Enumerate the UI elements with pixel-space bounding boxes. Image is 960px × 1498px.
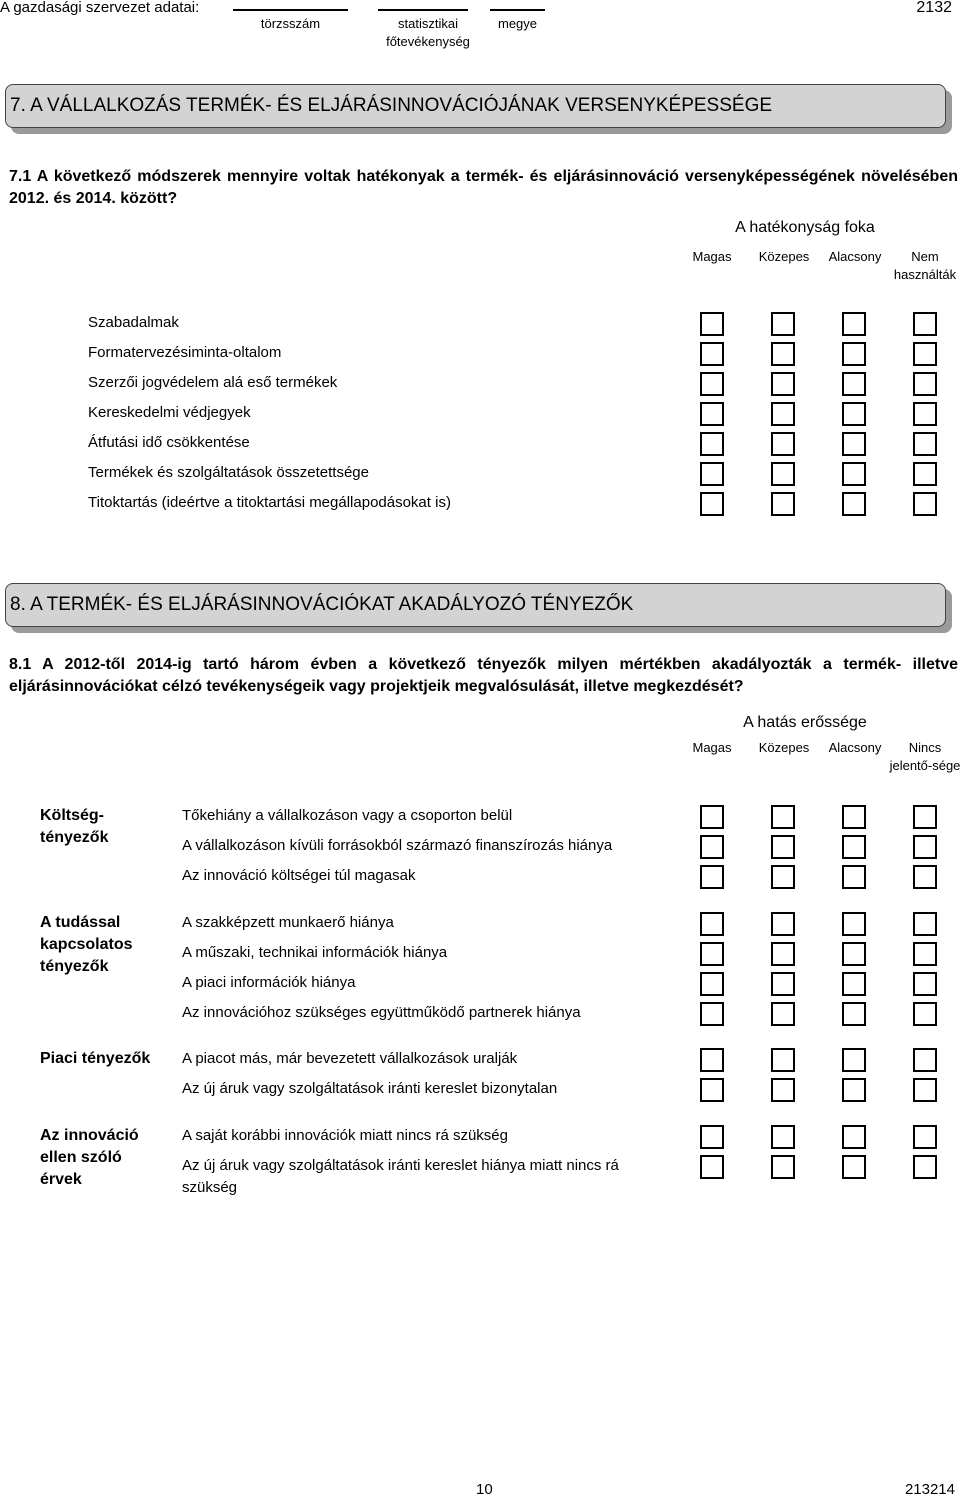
s8-row-0-2-checkbox-2[interactable] bbox=[842, 865, 866, 889]
s8-row-1-1-checkbox-3[interactable] bbox=[913, 942, 937, 966]
s7-row-2-checkbox-3[interactable] bbox=[913, 372, 937, 396]
page-number: 10 bbox=[476, 1481, 493, 1498]
s8-row-2-1-checkbox-2[interactable] bbox=[842, 1078, 866, 1102]
s8-row-2-1-checkbox-1[interactable] bbox=[771, 1078, 795, 1102]
s7-col-3: Nem használták bbox=[893, 249, 957, 282]
s8-row-0-0-checkbox-3[interactable] bbox=[913, 805, 937, 829]
s8-row-1-1-checkbox-1[interactable] bbox=[771, 942, 795, 966]
s8-col-3: Nincs jelentő-sége bbox=[889, 740, 960, 773]
s8-row-0-0-checkbox-2[interactable] bbox=[842, 805, 866, 829]
section-8-header bbox=[5, 583, 946, 627]
s7-row-3-checkbox-1[interactable] bbox=[771, 402, 795, 426]
s8-row-3-1-checkbox-1[interactable] bbox=[771, 1155, 795, 1179]
s7-row-0-checkbox-0[interactable] bbox=[700, 312, 724, 336]
footer-code: 213214 bbox=[904, 1481, 955, 1498]
s8-category-3: Az innováció ellen szóló érvek bbox=[40, 1127, 139, 1188]
s8-row-3-0-checkbox-1[interactable] bbox=[771, 1125, 795, 1149]
header-label: A gazdasági szervezet adatai: bbox=[0, 0, 200, 16]
s8-col-0: Magas bbox=[692, 740, 732, 755]
s7-row-4-checkbox-2[interactable] bbox=[842, 432, 866, 456]
question-7-1: 7.1 A következő módszerek mennyire voltak hatékonyak a termék- és eljárásinnováció versenyképességének növelésében 2012. és 2014. között? bbox=[9, 168, 958, 207]
s7-row-label-6: Titoktartás (ideértve a titoktartási megállapodásokat is) bbox=[88, 494, 451, 511]
s7-row-6-checkbox-2[interactable] bbox=[842, 492, 866, 516]
s8-row-1-0-checkbox-2[interactable] bbox=[842, 912, 866, 936]
s7-row-1-checkbox-3[interactable] bbox=[913, 342, 937, 366]
s7-row-6-checkbox-3[interactable] bbox=[913, 492, 937, 516]
s7-row-0-checkbox-1[interactable] bbox=[771, 312, 795, 336]
s7-row-1-checkbox-0[interactable] bbox=[700, 342, 724, 366]
s7-row-2-checkbox-1[interactable] bbox=[771, 372, 795, 396]
s8-row-1-1-checkbox-0[interactable] bbox=[700, 942, 724, 966]
s8-row-1-3-checkbox-3[interactable] bbox=[913, 1002, 937, 1026]
s8-row-0-2-checkbox-3[interactable] bbox=[913, 865, 937, 889]
s8-row-1-2-checkbox-2[interactable] bbox=[842, 972, 866, 996]
s7-row-3-checkbox-0[interactable] bbox=[700, 402, 724, 426]
fotevekenyseg-line bbox=[378, 9, 468, 11]
s8-row-1-3-checkbox-0[interactable] bbox=[700, 1002, 724, 1026]
s8-row-2-0-checkbox-0[interactable] bbox=[700, 1048, 724, 1072]
s8-row-label-2-0: A piacot más, már bevezetett vállalkozások uralják bbox=[182, 1050, 518, 1067]
s7-row-label-3: Kereskedelmi védjegyek bbox=[88, 404, 251, 421]
s7-row-3-checkbox-3[interactable] bbox=[913, 402, 937, 426]
s8-row-2-0-checkbox-1[interactable] bbox=[771, 1048, 795, 1072]
s7-row-5-checkbox-3[interactable] bbox=[913, 462, 937, 486]
s7-row-6-checkbox-1[interactable] bbox=[771, 492, 795, 516]
s8-row-2-1-checkbox-3[interactable] bbox=[913, 1078, 937, 1102]
s7-row-label-4: Átfutási idő csökkentése bbox=[88, 434, 250, 451]
s8-row-label-3-1: Az új áruk vagy szolgáltatások iránti kereslet hiánya miatt nincs rá szükség bbox=[182, 1157, 619, 1196]
group-title-8: A hatás erőssége bbox=[743, 714, 867, 731]
s7-row-0-checkbox-2[interactable] bbox=[842, 312, 866, 336]
fotevekenyseg-field: statisztikai főtevékenység bbox=[386, 16, 470, 49]
s7-col-2: Alacsony bbox=[828, 249, 882, 264]
s8-row-label-1-2: A piaci információk hiánya bbox=[182, 974, 356, 991]
s8-row-2-0-checkbox-3[interactable] bbox=[913, 1048, 937, 1072]
s8-row-3-1-checkbox-0[interactable] bbox=[700, 1155, 724, 1179]
s8-row-0-1-checkbox-2[interactable] bbox=[842, 835, 866, 859]
s8-row-label-3-0: A saját korábbi innovációk miatt nincs rá szükség bbox=[182, 1127, 508, 1144]
group-title-7: A hatékonyság foka bbox=[735, 219, 875, 236]
s8-row-1-2-checkbox-3[interactable] bbox=[913, 972, 937, 996]
s8-category-1: A tudással kapcsolatos tényezők bbox=[40, 914, 133, 975]
s8-row-0-1-checkbox-0[interactable] bbox=[700, 835, 724, 859]
s8-row-2-1-checkbox-0[interactable] bbox=[700, 1078, 724, 1102]
s8-col-2: Alacsony bbox=[828, 740, 882, 755]
s8-row-0-2-checkbox-1[interactable] bbox=[771, 865, 795, 889]
s7-col-0: Magas bbox=[692, 249, 732, 264]
s8-row-1-0-checkbox-0[interactable] bbox=[700, 912, 724, 936]
s7-row-label-5: Termékek és szolgáltatások összetettsége bbox=[88, 464, 369, 481]
s7-row-0-checkbox-3[interactable] bbox=[913, 312, 937, 336]
s8-row-3-1-checkbox-3[interactable] bbox=[913, 1155, 937, 1179]
s8-row-label-0-2: Az innováció költségei túl magasak bbox=[182, 867, 416, 884]
s8-category-2: Piaci tényezők bbox=[40, 1050, 151, 1067]
s7-row-label-0: Szabadalmak bbox=[88, 314, 179, 331]
torzsszam-line bbox=[233, 9, 348, 11]
s7-col-1: Közepes bbox=[758, 249, 810, 264]
section-7-header bbox=[5, 84, 946, 128]
s7-row-1-checkbox-1[interactable] bbox=[771, 342, 795, 366]
s8-row-1-2-checkbox-0[interactable] bbox=[700, 972, 724, 996]
s8-row-0-1-checkbox-3[interactable] bbox=[913, 835, 937, 859]
s8-row-0-2-checkbox-0[interactable] bbox=[700, 865, 724, 889]
s8-row-3-0-checkbox-2[interactable] bbox=[842, 1125, 866, 1149]
s7-row-5-checkbox-1[interactable] bbox=[771, 462, 795, 486]
torzsszam-field: törzsszám bbox=[260, 16, 321, 31]
s7-row-5-checkbox-2[interactable] bbox=[842, 462, 866, 486]
s7-row-2-checkbox-2[interactable] bbox=[842, 372, 866, 396]
s8-col-1: Közepes bbox=[758, 740, 810, 755]
s8-row-3-1-checkbox-2[interactable] bbox=[842, 1155, 866, 1179]
s8-row-1-3-checkbox-1[interactable] bbox=[771, 1002, 795, 1026]
s7-row-4-checkbox-1[interactable] bbox=[771, 432, 795, 456]
megye-line bbox=[490, 9, 545, 11]
s8-row-0-0-checkbox-0[interactable] bbox=[700, 805, 724, 829]
section-8-title: 8. A TERMÉK- ÉS ELJÁRÁSINNOVÁCIÓKAT AKADÁLYOZÓ TÉNYEZŐK bbox=[10, 594, 634, 615]
s8-row-label-1-0: A szakképzett munkaerő hiánya bbox=[182, 914, 394, 931]
s8-row-1-0-checkbox-1[interactable] bbox=[771, 912, 795, 936]
s7-row-4-checkbox-0[interactable] bbox=[700, 432, 724, 456]
form-number: 2132 bbox=[916, 0, 952, 16]
s8-row-2-0-checkbox-2[interactable] bbox=[842, 1048, 866, 1072]
s7-row-3-checkbox-2[interactable] bbox=[842, 402, 866, 426]
s8-row-1-2-checkbox-1[interactable] bbox=[771, 972, 795, 996]
s8-row-3-0-checkbox-3[interactable] bbox=[913, 1125, 937, 1149]
s7-row-5-checkbox-0[interactable] bbox=[700, 462, 724, 486]
s8-category-0: Költség-tényezők bbox=[40, 807, 109, 846]
s8-row-0-0-checkbox-1[interactable] bbox=[771, 805, 795, 829]
s8-row-label-1-3: Az innovációhoz szükséges együttműködő partnerek hiánya bbox=[182, 1004, 581, 1021]
section-7-title: 7. A VÁLLALKOZÁS TERMÉK- ÉS ELJÁRÁSINNOVÁCIÓJÁNAK VERSENYKÉPESSÉGE bbox=[10, 95, 773, 116]
s7-row-1-checkbox-2[interactable] bbox=[842, 342, 866, 366]
s8-row-3-0-checkbox-0[interactable] bbox=[700, 1125, 724, 1149]
s8-row-1-1-checkbox-2[interactable] bbox=[842, 942, 866, 966]
s7-row-6-checkbox-0[interactable] bbox=[700, 492, 724, 516]
s7-row-label-1: Formatervezésiminta-oltalom bbox=[88, 344, 282, 361]
question-8-1: 8.1 A 2012-től 2014-ig tartó három évben a következő tényezők milyen mértékben akadályozták a termék- illetve eljárásinnovációkat célzó tevékenységeik vagy projektjeik megvalósulását, illetve megkezdését? bbox=[9, 656, 958, 695]
s7-row-label-2: Szerzői jogvédelem alá eső termékek bbox=[88, 374, 338, 391]
s8-row-label-2-1: Az új áruk vagy szolgáltatások iránti kereslet bizonytalan bbox=[182, 1080, 558, 1097]
s8-row-1-0-checkbox-3[interactable] bbox=[913, 912, 937, 936]
megye-field: megye bbox=[497, 16, 538, 31]
s8-row-0-1-checkbox-1[interactable] bbox=[771, 835, 795, 859]
s8-row-label-1-1: A műszaki, technikai információk hiánya bbox=[182, 944, 448, 961]
s7-row-2-checkbox-0[interactable] bbox=[700, 372, 724, 396]
s8-row-label-0-1: A vállalkozáson kívüli forrásokból származó finanszírozás hiánya bbox=[182, 837, 613, 854]
s7-row-4-checkbox-3[interactable] bbox=[913, 432, 937, 456]
s8-row-label-0-0: Tőkehiány a vállalkozáson vagy a csoporton belül bbox=[182, 807, 513, 824]
s8-row-1-3-checkbox-2[interactable] bbox=[842, 1002, 866, 1026]
